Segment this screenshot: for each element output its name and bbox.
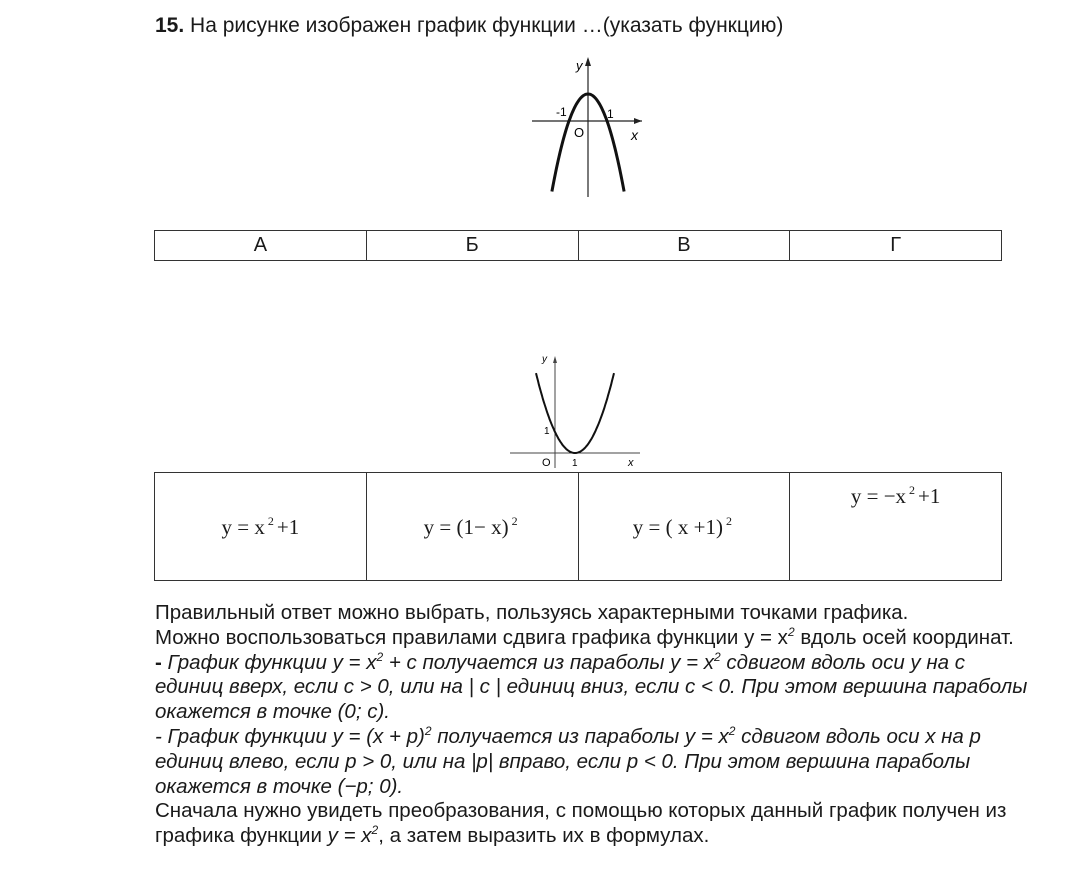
- hint-graph-y-label: y: [542, 354, 547, 365]
- question-title: [155, 14, 783, 38]
- main-graph-x-label: x: [631, 127, 638, 143]
- hint-graph-y-arrow: [553, 356, 557, 363]
- main-graph-x-arrow: [634, 118, 642, 124]
- option-d-lhs: y = −x: [850, 484, 907, 508]
- main-graph: [520, 52, 650, 202]
- explanation-rule-horizontal-shift: - График функции $y = (x + p)^2$ получается из параболы $y = x^2$ сдвигом вдоль оси x на p единиц влево, если p > 0, или на |p| вправо, если p < 0. При этом вершина параболы окажется в точке (−p; 0).: [155, 723, 981, 798]
- option-c-exp: 2: [725, 513, 732, 528]
- option-b-lhs: y = (1− x): [423, 514, 509, 539]
- explanation: [155, 601, 1035, 849]
- explanation-conclusion: Сначала нужно увидеть преобразования, с помощью которых данный график получен из графика функции $y = x^2$, а затем выразить их в формулах.: [155, 799, 1007, 848]
- main-graph-tick-neg: -1: [556, 105, 567, 119]
- hint-graph-x-label: x: [628, 457, 634, 469]
- option-d[interactable]: [790, 473, 1002, 581]
- main-graph-y-arrow: [585, 57, 591, 66]
- explanation-p1: Правильный ответ можно выбрать, пользуясь характерными точками графика.: [155, 601, 909, 624]
- explanation-rule-vertical-shift: - График функции $y = x^2 + c$ получается из параболы $y = x^2$ сдвигом вдоль оси y на c единиц вверх, если c > 0, или на | c | единиц вниз, если c < 0. При этом вершина параболы окажется в точке (0; c).: [155, 649, 1028, 724]
- hint-graph-y-tick: 1: [544, 426, 550, 437]
- answer-letters-table: [154, 230, 1002, 261]
- main-graph-y-label: y: [576, 58, 583, 73]
- hint-graph: [505, 350, 645, 472]
- option-d-exp: 2: [909, 483, 916, 497]
- hint-graph-parabola: [536, 373, 614, 453]
- option-a-lhs: y = x: [221, 514, 265, 539]
- main-graph-origin-label: O: [574, 125, 585, 140]
- option-b[interactable]: [366, 473, 578, 581]
- option-d-rhs: +1: [918, 484, 941, 508]
- explanation-p2: Можно воспользоваться правилами сдвига графика функции $y = x^2$ вдоль осей координат.: [155, 624, 1014, 649]
- option-b-exp: 2: [511, 513, 518, 528]
- main-graph-tick-pos: 1: [607, 107, 614, 121]
- option-c-lhs: y = ( x +1): [632, 514, 723, 539]
- hint-graph-origin-label: O: [542, 457, 551, 469]
- answer-letter-b: Б: [366, 231, 578, 261]
- hint-graph-x-tick: 1: [572, 458, 578, 469]
- option-a-exp: 2: [267, 513, 274, 528]
- question-number: 15.: [155, 14, 185, 37]
- option-a-rhs: +1: [276, 514, 300, 539]
- answer-letter-a: А: [155, 231, 367, 261]
- answer-options-table: [154, 472, 1002, 581]
- answer-letter-d: Г: [790, 231, 1002, 261]
- option-a[interactable]: [155, 473, 367, 581]
- answer-letter-c: В: [578, 231, 790, 261]
- question-text: На рисунке изображен график функции …(указать функцию): [190, 14, 784, 37]
- option-c[interactable]: [578, 473, 790, 581]
